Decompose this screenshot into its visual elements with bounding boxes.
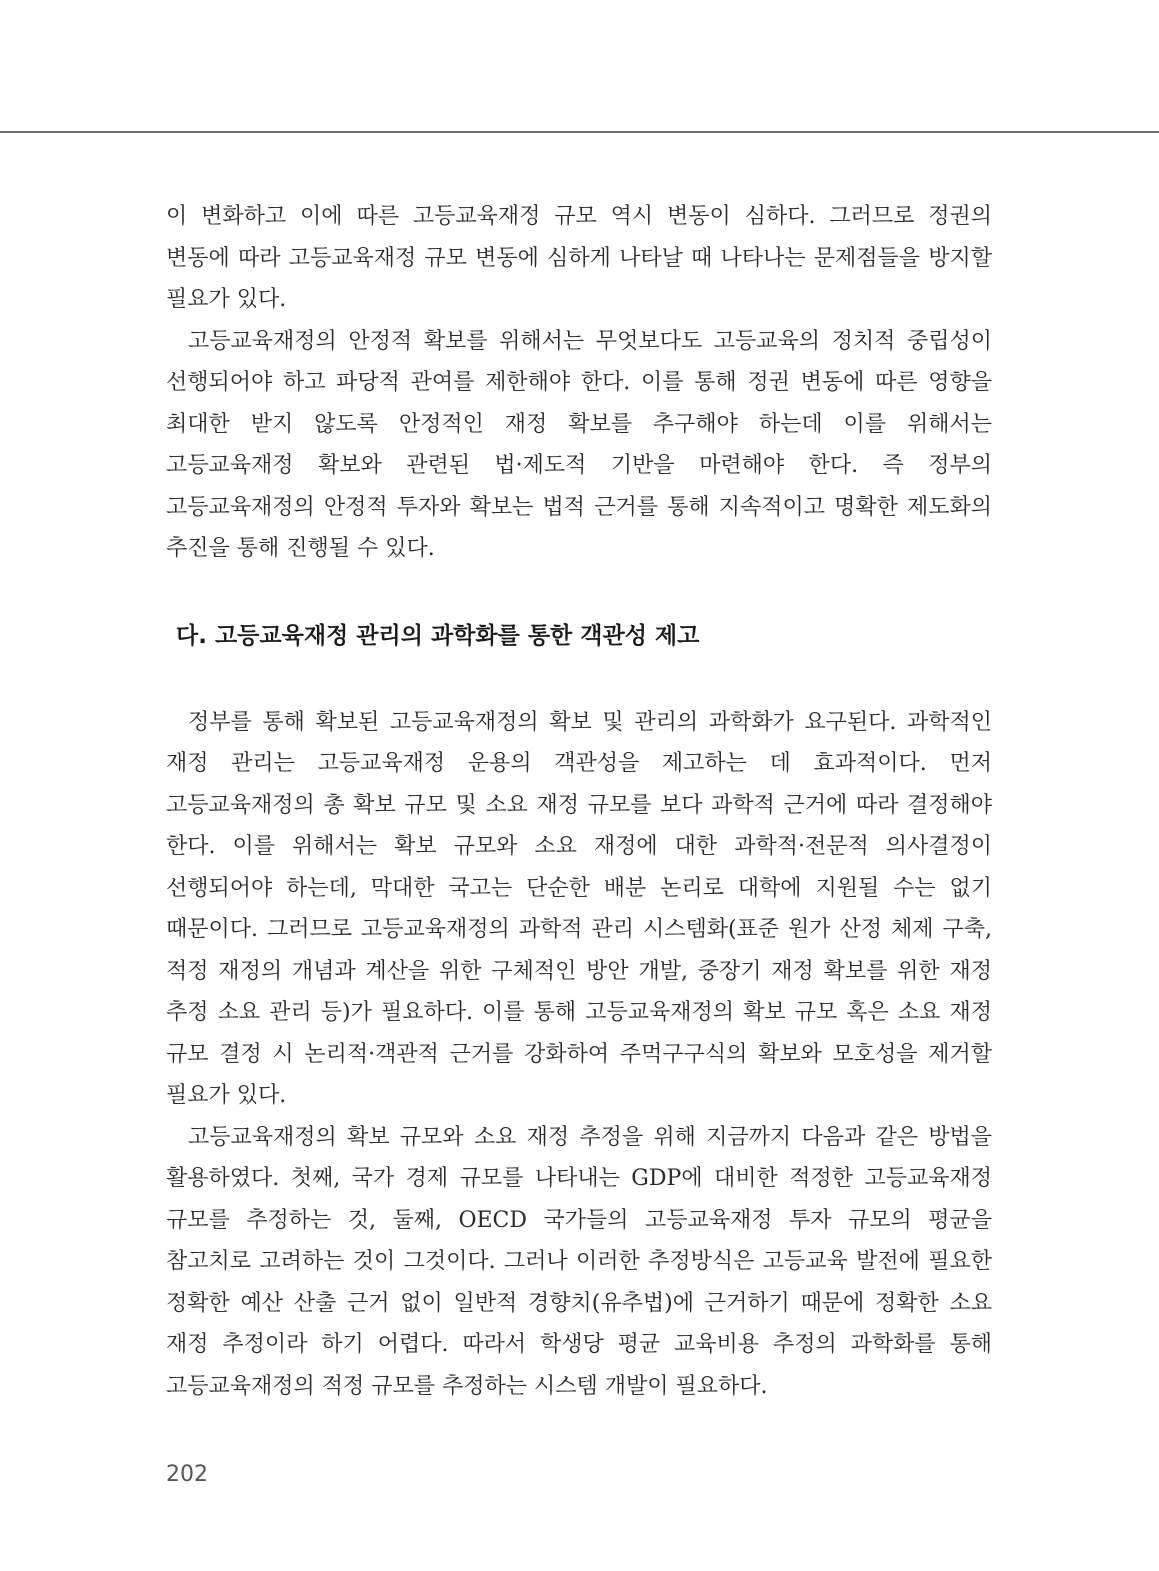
page-number: 202 [166,1462,208,1487]
body-paragraph: 이 변화하고 이에 따른 고등교육재정 규모 역시 변동이 심하다. 그러므로 정권의 변동에 따라 고등교육재정 규모 변동에 심하게 나타날 때 나타나는 문제점들을 방지할 필요가 있다. [166,204,992,312]
body-paragraph: 정부를 통해 확보된 고등교육재정의 확보 및 관리의 과학화가 요구된다. 과학적인 재정 관리는 고등교육재정 운용의 객관성을 제고하는 데 효과적이다. 먼저 고등교육재정의 총 확보 규모 및 소요 재정 규모를 보다 과학적 근거에 따라 결정해야 한다. 이를 위해서는 확보 규모와 소요 재정에 대한 과학적·전문적 의사결정이 선행되어야 하는데, 막대한 국고는 단순한 배분 논리로 대학에 지원될 수는 없기 때문이다. 그러므로 고등교육재정의 과학적 관리 시스템화(표준 원가 산정 체제 구축, 적정 재정의 개념과 계산을 위한 구체적인 방안 개발, 중장기 재정 확보를 위한 재정 추정 소요 관리 등)가 필요하다. 이를 통해 고등교육재정의 확보 규모 혹은 소요 재정 규모 결정 시 논리적·객관적 근거를 강화하여 주먹구구식의 확보와 모호성을 제거할 필요가 있다. [166,709,992,1108]
body-paragraph: 고등교육재정의 안정적 확보를 위해서는 무엇보다도 고등교육의 정치적 중립성이 선행되어야 하고 파당적 관여를 제한해야 한다. 이를 통해 정권 변동에 따른 영향을 최대한 받지 않도록 안정적인 재정 확보를 추구해야 하는데 이를 위해서는 고등교육재정 확보와 관련된 법·제도적 기반을 마련해야 한다. 즉 정부의 고등교육재정의 안정적 투자와 확보는 법적 근거를 통해 지속적이고 명확한 제도화의 추진을 통해 진행될 수 있다. [166,328,992,561]
body-paragraph: 고등교육재정의 확보 규모와 소요 재정 추정을 위해 지금까지 다음과 같은 방법을 활용하였다. 첫째, 국가 경제 규모를 나타내는 GDP에 대비한 적정한 고등교육재정 규모를 추정하는 것, 둘째, OECD 국가들의 고등교육재정 투자 규모의 평균을 참고치로 고려하는 것이 그것이다. 그러나 이러한 추정방식은 고등교육 발전에 필요한 정확한 예산 산출 근거 없이 일반적 경향치(유추법)에 근거하기 때문에 정확한 소요 재정 추정이라 하기 어렵다. 따라서 학생당 평균 교육비용 추정의 과학화를 통해 고등교육재정의 적정 규모를 추정하는 시스템 개발이 필요하다. [166,1124,992,1399]
header-rule [0,131,1159,133]
section-heading: 다. 고등교육재정 관리의 과학화를 통한 객관성 제고 [176,622,700,649]
page-body [166,196,992,1407]
